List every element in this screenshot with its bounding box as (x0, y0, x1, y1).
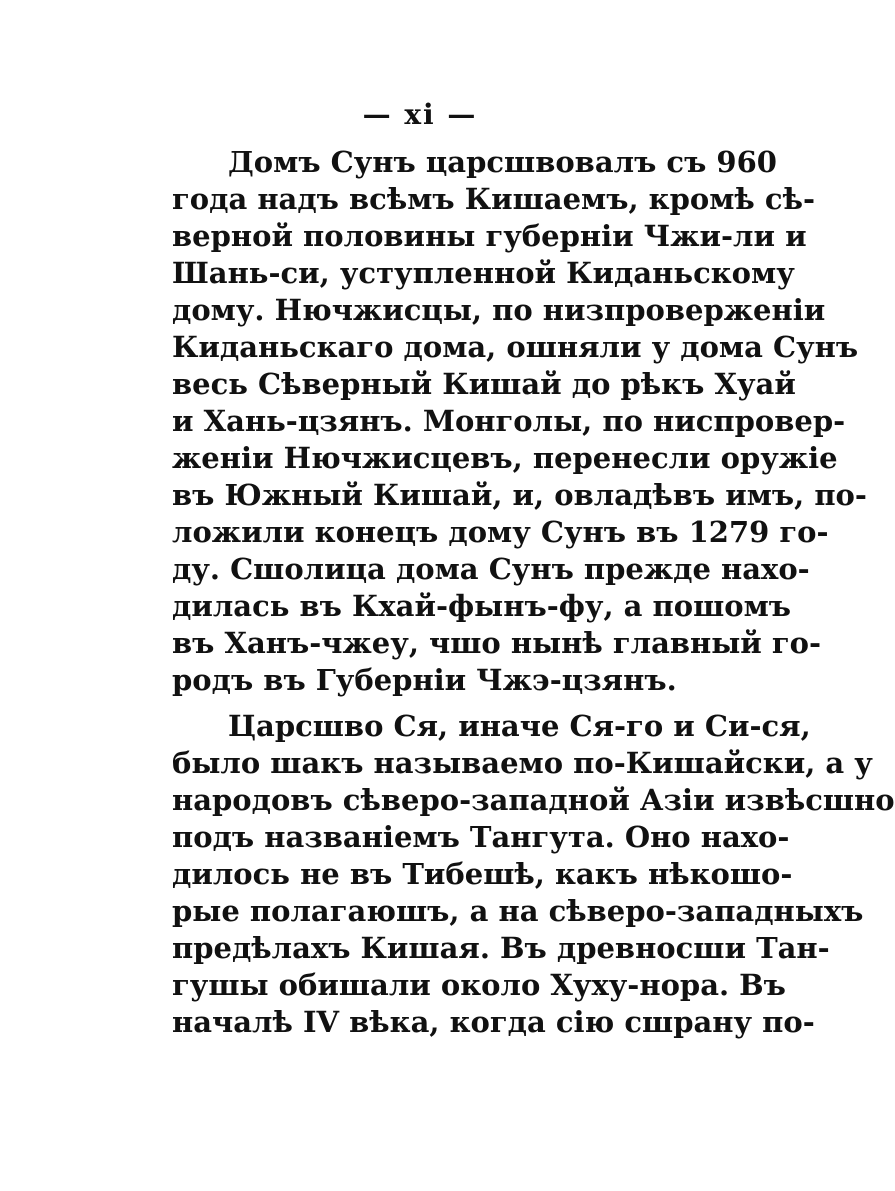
text-line: женіи Нючжисцевъ, перенесли оружіе (172, 441, 838, 475)
page-number: — xi — (362, 98, 478, 131)
text-line: предѣлахъ Кишая. Въ древносши Тан- (172, 931, 830, 965)
text-line: ложили конецъ дому Сунъ въ 1279 го- (172, 515, 829, 549)
text-line: года надъ всѣмъ Кишаемъ, кромѣ сѣ- (172, 182, 815, 216)
text-line: началѣ IV вѣка, когда сію сшрану по- (172, 1005, 815, 1039)
text-line: было шакъ называемо по-Кишайски, а у (172, 746, 873, 780)
text-line: весь Сѣверный Кишай до рѣкъ Хуай (172, 367, 796, 401)
text-line: дилось не въ Тибешѣ, какъ нѣкошо- (172, 857, 793, 891)
text-line: и Хань-цзянъ. Монголы, по ниспровер- (172, 404, 846, 438)
text-line: подъ названіемъ Тангута. Оно нахо- (172, 820, 790, 854)
text-line: въ Ханъ-чжеу, чшо нынѣ главный го- (172, 626, 822, 660)
paragraph-2 (172, 708, 895, 1041)
text-line: дому. Нючжисцы, по низпроверженіи (172, 293, 826, 327)
text-line: родъ въ Губерніи Чжэ-цзянъ. (172, 663, 677, 697)
text-line: Царсшво Ся, иначе Ся-го и Си-ся, (228, 709, 811, 743)
paragraph-1 (172, 144, 867, 699)
text-line: Киданьскаго дома, ошняли у дома Сунъ (172, 330, 859, 364)
text-line: въ Южный Кишай, и, овладѣвъ имъ, по- (172, 478, 867, 512)
text-line: верной половины губерніи Чжи-ли и (172, 219, 807, 253)
text-line: ду. Сшолица дома Сунъ прежде нахо- (172, 552, 810, 586)
text-line: рые полагаюшъ, а на сѣверо-западныхъ (172, 894, 864, 928)
text-line: Домъ Сунъ царсшвовалъ съ 960 (228, 145, 777, 179)
text-line: гушы обишали около Хуху-нора. Въ (172, 968, 786, 1002)
text-line: Шань-си, уступленной Киданьскому (172, 256, 795, 290)
text-line: дилась въ Кхай-фынъ-фу, а пошомъ (172, 589, 792, 623)
text-line: народовъ сѣверо-западной Азіи извѣсшно (172, 783, 895, 817)
